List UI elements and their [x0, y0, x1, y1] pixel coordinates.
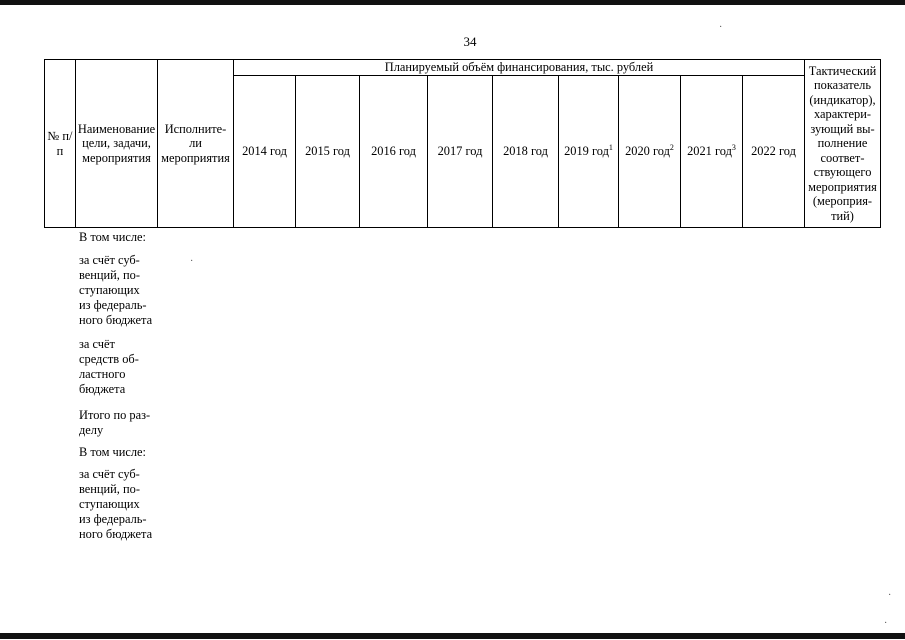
- header-year-5: 2019 год$^1$: [559, 76, 619, 228]
- footnote-mark: 1: [608, 143, 613, 153]
- row-label-line: венций, по-: [79, 482, 140, 496]
- header-year-7: 2021 год$^3$: [681, 76, 743, 228]
- header-year-1: 2015 год: [296, 76, 360, 228]
- header-no: № п/п: [45, 60, 76, 228]
- funding-table-header: [44, 59, 881, 228]
- header-name: Наименование цели, задачи, мероприятия: [76, 60, 158, 228]
- row-label-line: делу: [79, 423, 104, 437]
- header-executor: Исполните- ли мероприятия: [158, 60, 234, 228]
- header-year-0: 2014 год: [234, 76, 296, 228]
- scan-speck: ·: [190, 256, 194, 267]
- row-label-line: Итого по раз-: [79, 408, 151, 422]
- header-funding-group: Планируемый объём финансирования, тыс. рублей: [234, 60, 805, 76]
- row-label-line: из федераль-: [79, 298, 147, 312]
- row-label-line: ного бюджета: [79, 313, 153, 327]
- row-label: [79, 230, 164, 245]
- row-label: [79, 253, 164, 328]
- row-label-line: В том числе:: [79, 230, 146, 244]
- scan-speck: ·: [884, 618, 888, 629]
- header-year-2: 2016 год: [360, 76, 428, 228]
- row-label: [79, 337, 164, 397]
- row-label-line: В том числе:: [79, 445, 146, 459]
- row-label-line: ступающих: [79, 497, 140, 511]
- row-label-line: ступающих: [79, 283, 140, 297]
- footnote-mark: 3: [731, 143, 736, 153]
- row-label: [79, 408, 164, 438]
- row-label-line: венций, по-: [79, 268, 140, 282]
- top-border-bar: [0, 0, 905, 5]
- row-label-line: за счёт: [79, 337, 115, 351]
- footnote-mark: 2: [669, 143, 674, 153]
- scan-speck: ·: [888, 590, 892, 601]
- bottom-border-bar: [0, 633, 905, 639]
- header-year-8: 2022 год: [743, 76, 805, 228]
- row-label-line: ластного: [79, 367, 126, 381]
- row-label-line: бюджета: [79, 382, 126, 396]
- scan-speck: ·: [719, 22, 723, 33]
- row-label-line: средств об-: [79, 352, 139, 366]
- row-label-line: за счёт суб-: [79, 467, 140, 481]
- header-year-6: 2020 год$^2$: [619, 76, 681, 228]
- header-year-3: 2017 год: [428, 76, 493, 228]
- header-year-4: 2018 год: [493, 76, 559, 228]
- row-label: [79, 445, 164, 460]
- row-label-line: за счёт суб-: [79, 253, 140, 267]
- header-indicator: Тактический показатель (индикатор), характери- зующий вы- полнение соответ- ствующего мероприятия (мероприя- тий): [805, 60, 881, 228]
- page-number: 34: [463, 34, 477, 49]
- row-label-line: из федераль-: [79, 512, 147, 526]
- row-label: [79, 467, 164, 542]
- row-label-line: ного бюджета: [79, 527, 153, 541]
